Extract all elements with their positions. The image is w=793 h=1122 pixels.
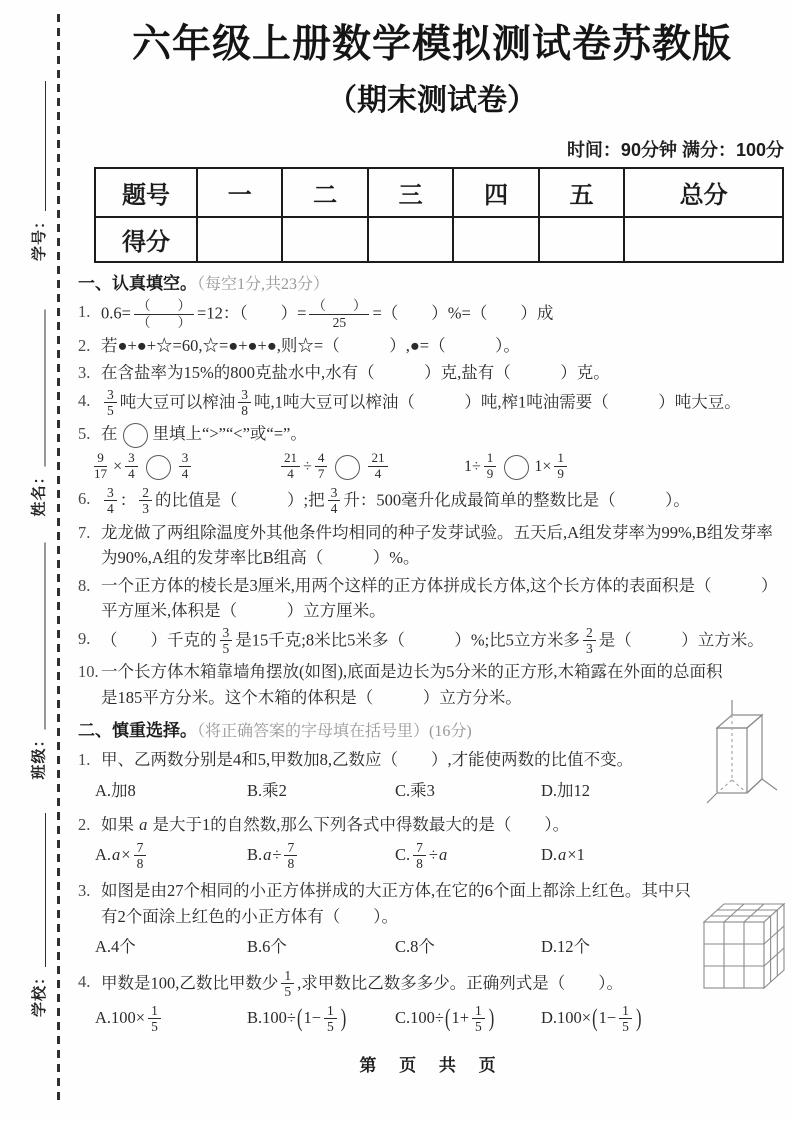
fraction: $\frac{2}{3}$ (139, 485, 152, 516)
option-d: D.a×1 (541, 845, 585, 865)
col-section-2: 二 (282, 168, 367, 217)
question-text: $\frac{3}{5}$ 吨大豆可以榨油 $\frac{3}{8}$ 吨,1吨大豆可以榨油（ ）吨,榨1吨油需要（ ）吨大豆。 (101, 388, 786, 419)
score-cell (368, 217, 453, 262)
page-footer: 第 页 共 页 (359, 1055, 505, 1075)
fraction: $\frac{3}{4}$ (179, 451, 192, 481)
fraction: $\frac{7}{8}$ (134, 840, 147, 871)
option-d: D.100×(1− $\frac{1}{5}$ ) (541, 1002, 786, 1035)
fraction: $\frac{3}{5}$ (220, 625, 233, 656)
question-text: 一个长方体木箱靠墙角摆放(如图),底面是边长为5分米的正方形,木箱露在外面的总面积是185平方分米。这个木箱的体积是（ ）立方分米。 (101, 662, 723, 707)
score-table-corner: 题号 (95, 168, 197, 217)
fraction: $\frac{3}{4}$ (104, 485, 117, 516)
option-a: A.加8 (95, 780, 136, 800)
question-text: 0.6= $\frac{( )}{( )}$ =12：（ ）= $\frac{( )}{25}$ =（ ）%=（ ）成 (101, 298, 554, 330)
question-number: 2. (78, 814, 91, 834)
option-c: C.100÷(1+ $\frac{1}{5}$ ) (395, 1002, 541, 1035)
fill-question-6 (78, 486, 786, 517)
question-text: 一个正方体的棱长是3厘米,用两个这样的正方体拼成长方体,这个长方体的表面积是（ ）平方厘米,体积是（ ）立方厘米。 (101, 575, 778, 621)
question-number: 2. (78, 335, 91, 355)
fraction: $\frac{3}{8}$ (238, 387, 251, 418)
fill-question-1 (78, 299, 786, 330)
question-number: 8. (78, 575, 91, 595)
fraction: $\frac{21}{4}$ (281, 451, 300, 481)
name-label: 姓名： (31, 468, 47, 517)
score-table (94, 167, 784, 263)
class-label: 班级： (31, 731, 47, 780)
student-number-label: 学号： (31, 212, 48, 261)
fraction: $\frac{1}{9}$ (484, 451, 497, 481)
section1-title: 一、认真填空。 (78, 273, 197, 293)
section2-heading (78, 718, 786, 745)
name-line (30, 310, 45, 467)
options-row (78, 839, 786, 872)
page-title: 六年级上册数学模拟测试卷苏教版 (131, 23, 732, 66)
comparison-circle-icon (146, 455, 171, 480)
option-d: D.12个 (541, 937, 591, 957)
comparison-2: $\frac{21}{4}$ ÷ $\frac{4}{7}$ $\frac{21}{4}$ (278, 452, 464, 482)
sidebar-field-name (22, 310, 54, 517)
fraction: $\frac{21}{4}$ (368, 451, 387, 481)
score-row-label: 得分 (95, 217, 197, 262)
option-b: B.6个 (247, 937, 287, 957)
choice-question-1 (78, 747, 786, 773)
sidebar-field-school (22, 813, 54, 1017)
option-c: C.乘3 (395, 780, 435, 800)
variable: a (438, 845, 448, 865)
question-text: 若●+●+☆=60,☆=●+●+●,则☆=（ ）,●=（ ）。 (101, 335, 520, 355)
option-a: A.a× $\frac{7}{8}$ (95, 839, 247, 872)
school-line (31, 813, 46, 967)
comparison-circle-icon (335, 455, 360, 480)
choice-question-3 (78, 878, 786, 929)
comparison-circle-icon (504, 455, 529, 480)
section2-title: 二、慎重选择。 (78, 721, 197, 741)
comparison-1: $\frac{9}{17}$ × $\frac{3}{4}$ $\frac{3}{4}$ (88, 452, 278, 482)
score-cell (624, 217, 783, 262)
option-b: B.100÷(1− $\frac{1}{5}$ ) (247, 1002, 395, 1035)
question-text: 甲、乙两数分别是4和5,甲数加8,乙数应（ ）,才能使两数的比值不变。 (101, 750, 634, 769)
fill-question-9 (78, 626, 786, 657)
section2-note: （将正确答案的字母填在括号里）(16分) (197, 723, 472, 741)
fraction: $\frac{7}{8}$ (284, 840, 297, 871)
big-paren: ) (340, 1002, 347, 1033)
option-b: B.a÷ $\frac{7}{8}$ (247, 839, 395, 872)
big-paren: ( (592, 1002, 598, 1033)
question-number: 10. (78, 662, 99, 682)
col-section-3: 三 (368, 168, 453, 217)
choice-question-2 (78, 812, 786, 838)
score-cell (539, 217, 624, 262)
question-text: 甲数是100,乙数比甲数少 $\frac{1}{5}$ ,求甲数比乙数多多少。正确列式是（ ）。 (101, 967, 624, 999)
choice-question-4 (78, 969, 786, 1000)
fraction: $\frac{9}{17}$ (94, 449, 108, 481)
fraction: $\frac{1}{5}$ (148, 1003, 161, 1034)
question-number: 9. (78, 628, 91, 648)
option-c: C. $\frac{7}{8}$ ÷a (395, 840, 448, 872)
fraction: $\frac{7}{8}$ (413, 840, 426, 871)
option-a: A.100× $\frac{1}{5}$ (95, 1002, 247, 1035)
big-paren: ( (296, 1002, 303, 1033)
question-number: 4. (78, 390, 91, 410)
fraction: $\frac{( )}{25}$ (309, 298, 369, 329)
sidebar-field-class (22, 543, 54, 780)
section1-note: （每空1分,共23分） (197, 275, 330, 293)
variable: a (263, 845, 272, 865)
option-d: D.加12 (541, 780, 591, 800)
question-number: 4. (78, 971, 91, 991)
comparison-row (78, 449, 786, 482)
exam-content (78, 0, 786, 1076)
col-section-5: 五 (539, 168, 624, 217)
fill-question-4 (78, 388, 786, 419)
time-and-score-info: 时间：90分钟 满分：100分 (566, 139, 784, 160)
student-number-line (31, 81, 46, 211)
big-paren: ) (488, 1002, 495, 1033)
school-label: 学校： (31, 968, 48, 1017)
score-cell (282, 217, 367, 262)
fill-question-2 (78, 333, 786, 359)
fill-question-7 (78, 520, 786, 571)
sidebar-field-student-number (22, 81, 54, 261)
page-subtitle: （期末测试卷） (327, 83, 537, 117)
score-table-score-row (95, 217, 783, 262)
question-number: 3. (78, 363, 91, 383)
fraction: $\frac{3}{4}$ (328, 485, 341, 516)
options-row (78, 1002, 786, 1035)
fraction: $\frac{( )}{( )}$ (134, 298, 194, 329)
option-b: B.乘2 (247, 780, 287, 800)
score-cell (453, 217, 538, 262)
question-text: 如果 a 是大于1的自然数,那么下列各式中得数最大的是（ ）。 (101, 814, 570, 834)
question-text: 在含盐率为15%的800克盐水中,水有（ ）克,盐有（ ）克。 (101, 363, 610, 383)
fraction: $\frac{1}{5}$ (324, 1003, 337, 1034)
fill-question-5 (78, 421, 786, 448)
option-a: A.4个 (95, 937, 136, 957)
option-c: C.8个 (395, 937, 435, 957)
fraction: $\frac{3}{4}$ (125, 451, 138, 481)
big-paren: ( (444, 1002, 451, 1033)
fill-question-8 (78, 573, 786, 624)
col-total: 总分 (624, 168, 783, 217)
class-line (30, 543, 45, 730)
question-text: 龙龙做了两组除温度外其他条件均相同的种子发芽试验。五天后,A组发芽率为99%,B组发芽率为90%,A组的发芽率比B组高（ ）%。 (101, 522, 773, 568)
question-number: 7. (78, 522, 91, 542)
question-text: 在 里填上“>”“<”或“=”。 (101, 421, 786, 448)
question-number: 1. (78, 302, 91, 322)
question-text: （ ）千克的 $\frac{3}{5}$ 是15千克;8米比5米多（ ）%;比5立方米多 $\frac{2}{3}$ 是（ ）立方米。 (101, 624, 764, 656)
question-text: 如图是由27个相同的小正方体拼成的大正方体,在它的6个面上都涂上红色。其中只有2个面涂上红色的小正方体有（ ）。 (101, 881, 691, 926)
variable: a (112, 845, 121, 865)
col-section-4: 四 (453, 168, 538, 217)
variable: a (558, 845, 567, 865)
fill-question-10 (78, 659, 786, 710)
col-section-1: 一 (197, 168, 282, 217)
fraction: $\frac{1}{5}$ (619, 1003, 632, 1034)
section1-heading (78, 271, 786, 298)
fraction: $\frac{1}{5}$ (281, 968, 294, 999)
question-number: 6. (78, 489, 91, 509)
fraction: $\frac{3}{5}$ (104, 387, 117, 418)
score-table-header-row (95, 168, 783, 217)
comparison-circle-icon (123, 423, 148, 448)
fraction: $\frac{4}{7}$ (315, 451, 328, 481)
question-number: 5. (78, 424, 91, 444)
question-text: $\frac{3}{4}$ ： $\frac{2}{3}$ 的比值是（ ）;把 $\frac{3}{4}$ 升：500毫升化成最简单的整数比是（ ）。 (101, 486, 786, 517)
big-paren: ) (635, 1002, 642, 1033)
score-cell (197, 217, 282, 262)
fraction: $\frac{1}{5}$ (472, 1003, 485, 1034)
dashed-separator (57, 14, 60, 1100)
fraction: $\frac{2}{3}$ (583, 625, 596, 656)
options-row (78, 775, 786, 806)
options-row (78, 931, 786, 962)
question-number: 1. (78, 750, 91, 769)
variable: a (139, 814, 148, 834)
fill-question-3 (78, 360, 786, 386)
question-number: 3. (78, 881, 91, 901)
comparison-3: 1÷ $\frac{1}{9}$ 1× $\frac{1}{9}$ (464, 452, 786, 482)
fraction: $\frac{1}{9}$ (554, 451, 567, 481)
